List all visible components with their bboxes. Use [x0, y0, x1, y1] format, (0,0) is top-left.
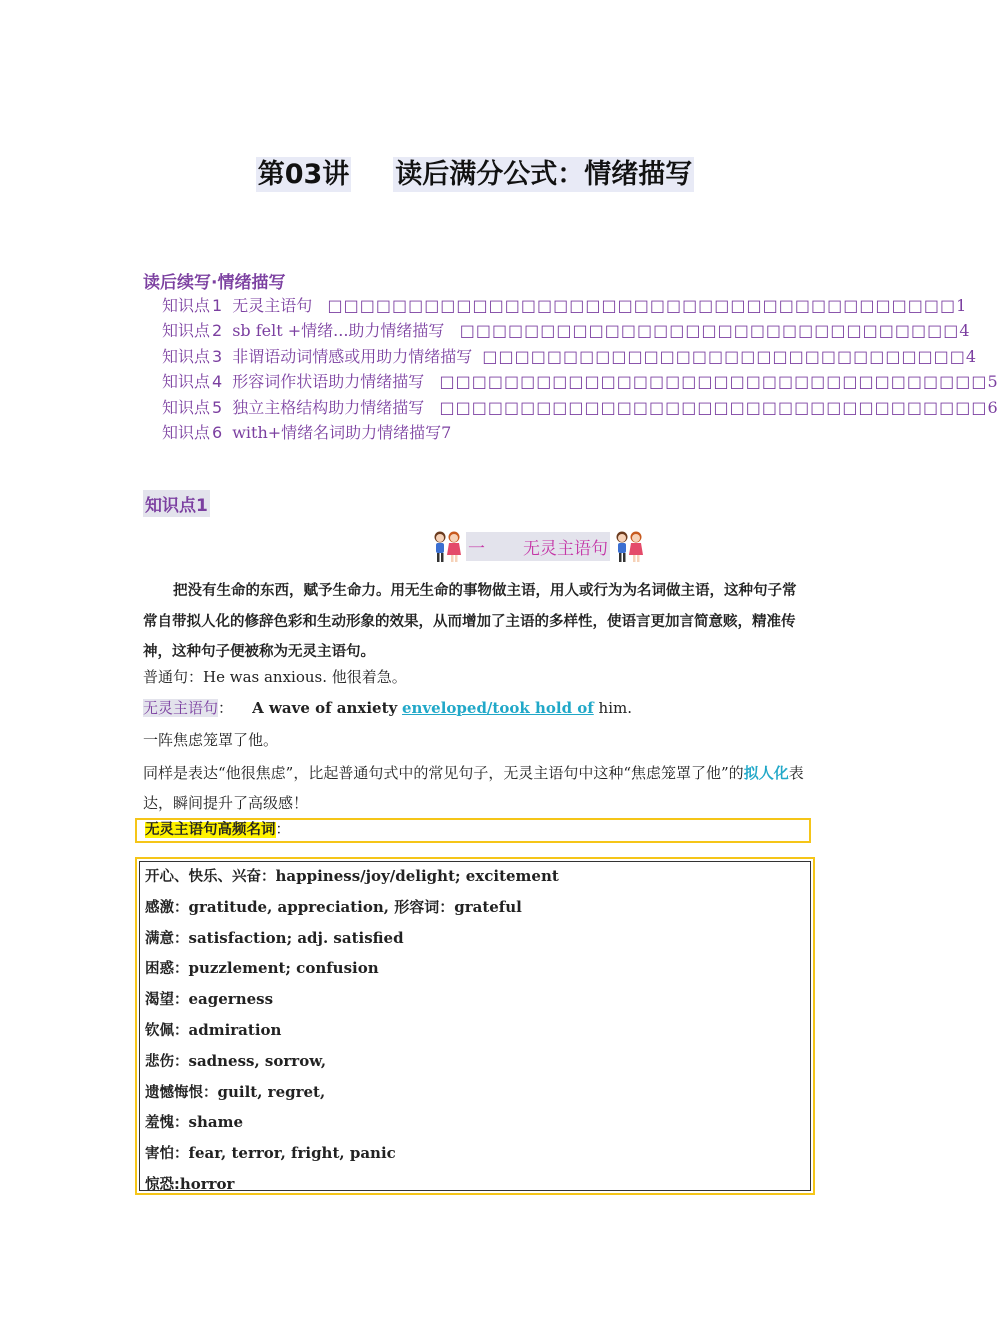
nouns-heading-box: 无灵主语句高频名词：	[135, 818, 811, 843]
section-label: 知识点1	[143, 490, 210, 517]
section-banner	[430, 528, 646, 564]
inanimate-sentence-line: 无灵主语句： A wave of anxiety enveloped/took hold of him.	[143, 699, 632, 717]
vocab-row: 开心、快乐、兴奋：happiness/joy/delight; excitement	[145, 867, 559, 885]
toc-item-1[interactable]: 知识点 1 无灵主语句 □□□□□□□□□□□□□□□□□□□□□□□□□□□□□□□□□□□□□□□1	[162, 296, 967, 315]
vocab-row: 渴望：eagerness	[145, 990, 274, 1009]
lesson-number: 第03讲	[257, 159, 350, 190]
comparison-paragraph: 同样是表达“他很焦虑”，比起普通句式中的常见句子，无灵主语句中这种“焦虑笼罩了他”的拟人化表达，瞬间提升了高级感！	[143, 764, 804, 812]
page-title	[0, 152, 950, 191]
vocab-row: 遗憾悔恨：guilt, regret,	[145, 1082, 326, 1101]
vocab-row: 感激：gratitude, appreciation, 形容词：grateful	[145, 897, 522, 916]
toc-item-6[interactable]: 知识点 6 with+情绪名词助力情绪描写7	[162, 422, 452, 442]
toc-item-3[interactable]: 知识点 3 非谓语动词情感或用助力情绪描写 □□□□□□□□□□□□□□□□□□□□□□□□□□□□□□4	[162, 346, 977, 366]
vocab-row: 悲伤：sadness, sorrow,	[145, 1051, 327, 1070]
vocab-row: 钦佩：admiration	[145, 1020, 282, 1039]
vocab-row: 羞愧：shame	[145, 1113, 243, 1132]
kids-right-icon	[612, 528, 646, 564]
table-of-contents	[162, 293, 998, 445]
kids-left-icon	[430, 528, 464, 564]
phrase-link[interactable]: enveloped/took hold of	[402, 699, 594, 717]
inanimate-label: 无灵主语句	[143, 699, 219, 717]
toc-item-2[interactable]: 知识点 2 sb felt +情绪...助力情绪描写 □□□□□□□□□□□□□□□□□□□□□□□□□□□□□□□4	[162, 321, 970, 341]
normal-sentence-line: 普通句：He was anxious. 他很着急。	[143, 668, 407, 686]
lesson-title: 读后满分公式：情绪描写	[395, 159, 693, 190]
translation-line: 一阵焦虑笼罩了他。	[143, 731, 279, 749]
intro-paragraph: 把没有生命的东西，赋予生命力。用无生命的事物做主语，用人或行为为名词做主语，这种句子常常自带拟人化的修辞色彩和生动形象的效果，从而增加了主语的多样性，使语言更加言简意赅，精准传神，这种句子便被称为无灵主语句。	[143, 583, 797, 660]
toc-item-4[interactable]: 知识点 4 形容词作状语助力情绪描写 □□□□□□□□□□□□□□□□□□□□□□□□□□□□□□□□□□5	[162, 372, 998, 392]
toc-item-5[interactable]: 知识点 5 独立主格结构助力情绪描写 □□□□□□□□□□□□□□□□□□□□□□□□□□□□□□□□□□6	[162, 397, 998, 417]
vocab-row: 惊恐:horror	[145, 1174, 235, 1193]
vocab-row: 害怕：fear, terror, fright, panic	[145, 1144, 396, 1163]
vocab-row: 满意：satisfaction; adj. satisfied	[145, 928, 404, 947]
vocab-row: 困惑：puzzlement; confusion	[145, 959, 379, 978]
vocab-box	[135, 857, 815, 1195]
toc-heading: 读后续写·情绪描写	[143, 273, 286, 293]
banner-title: 一 无灵主语句	[466, 532, 610, 561]
